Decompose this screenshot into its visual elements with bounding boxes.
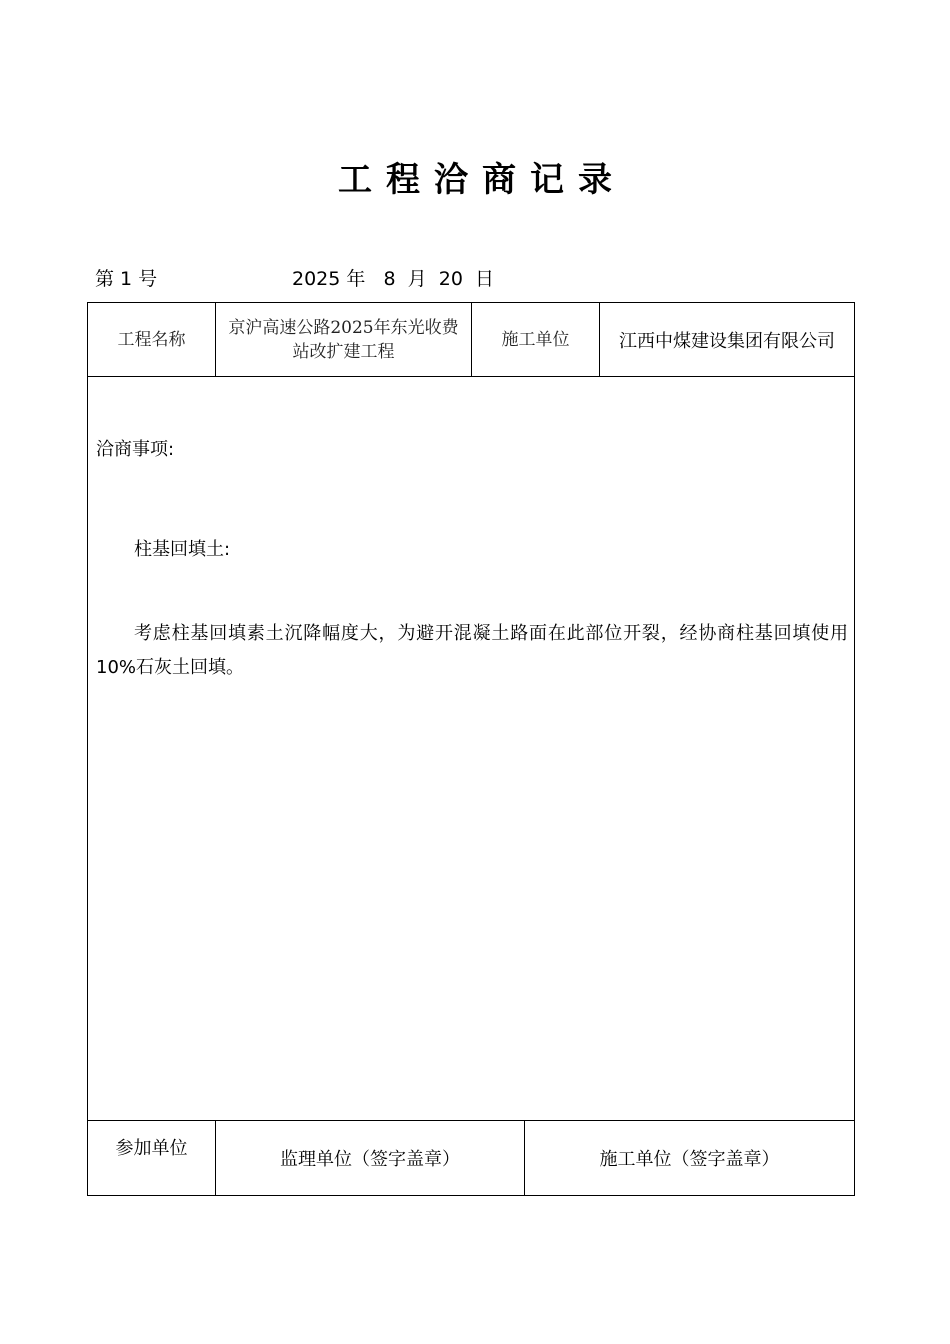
contractor-value: 江西中煤建设集团有限公司 bbox=[619, 330, 835, 352]
participants-label: 参加单位 bbox=[115, 1138, 188, 1159]
record-number: 第 1 号 bbox=[95, 268, 158, 290]
document-title: 工程洽商记录 bbox=[338, 160, 626, 200]
supervisor-signature-label: 监理单位（签字盖章） bbox=[280, 1149, 460, 1170]
subheading: 柱基回填土: bbox=[134, 539, 231, 560]
record-date: 2025 年 8 月 20 日 bbox=[292, 268, 495, 290]
content-paragraph: 考虑柱基回填素土沉降幅度大，为避开混凝土路面在此部位开裂，经协商柱基回填使用10%石灰土回填。 bbox=[96, 623, 848, 678]
contractor-signature-label: 施工单位（签字盖章） bbox=[599, 1149, 780, 1170]
contractor-label: 施工单位 bbox=[501, 329, 570, 350]
matters-label: 洽商事项: bbox=[96, 439, 175, 460]
record-table bbox=[87, 302, 855, 1196]
project-name-value: 京沪高速公路2025年东光收费站改扩建工程 bbox=[228, 317, 459, 362]
project-name-label: 工程名称 bbox=[117, 329, 186, 350]
